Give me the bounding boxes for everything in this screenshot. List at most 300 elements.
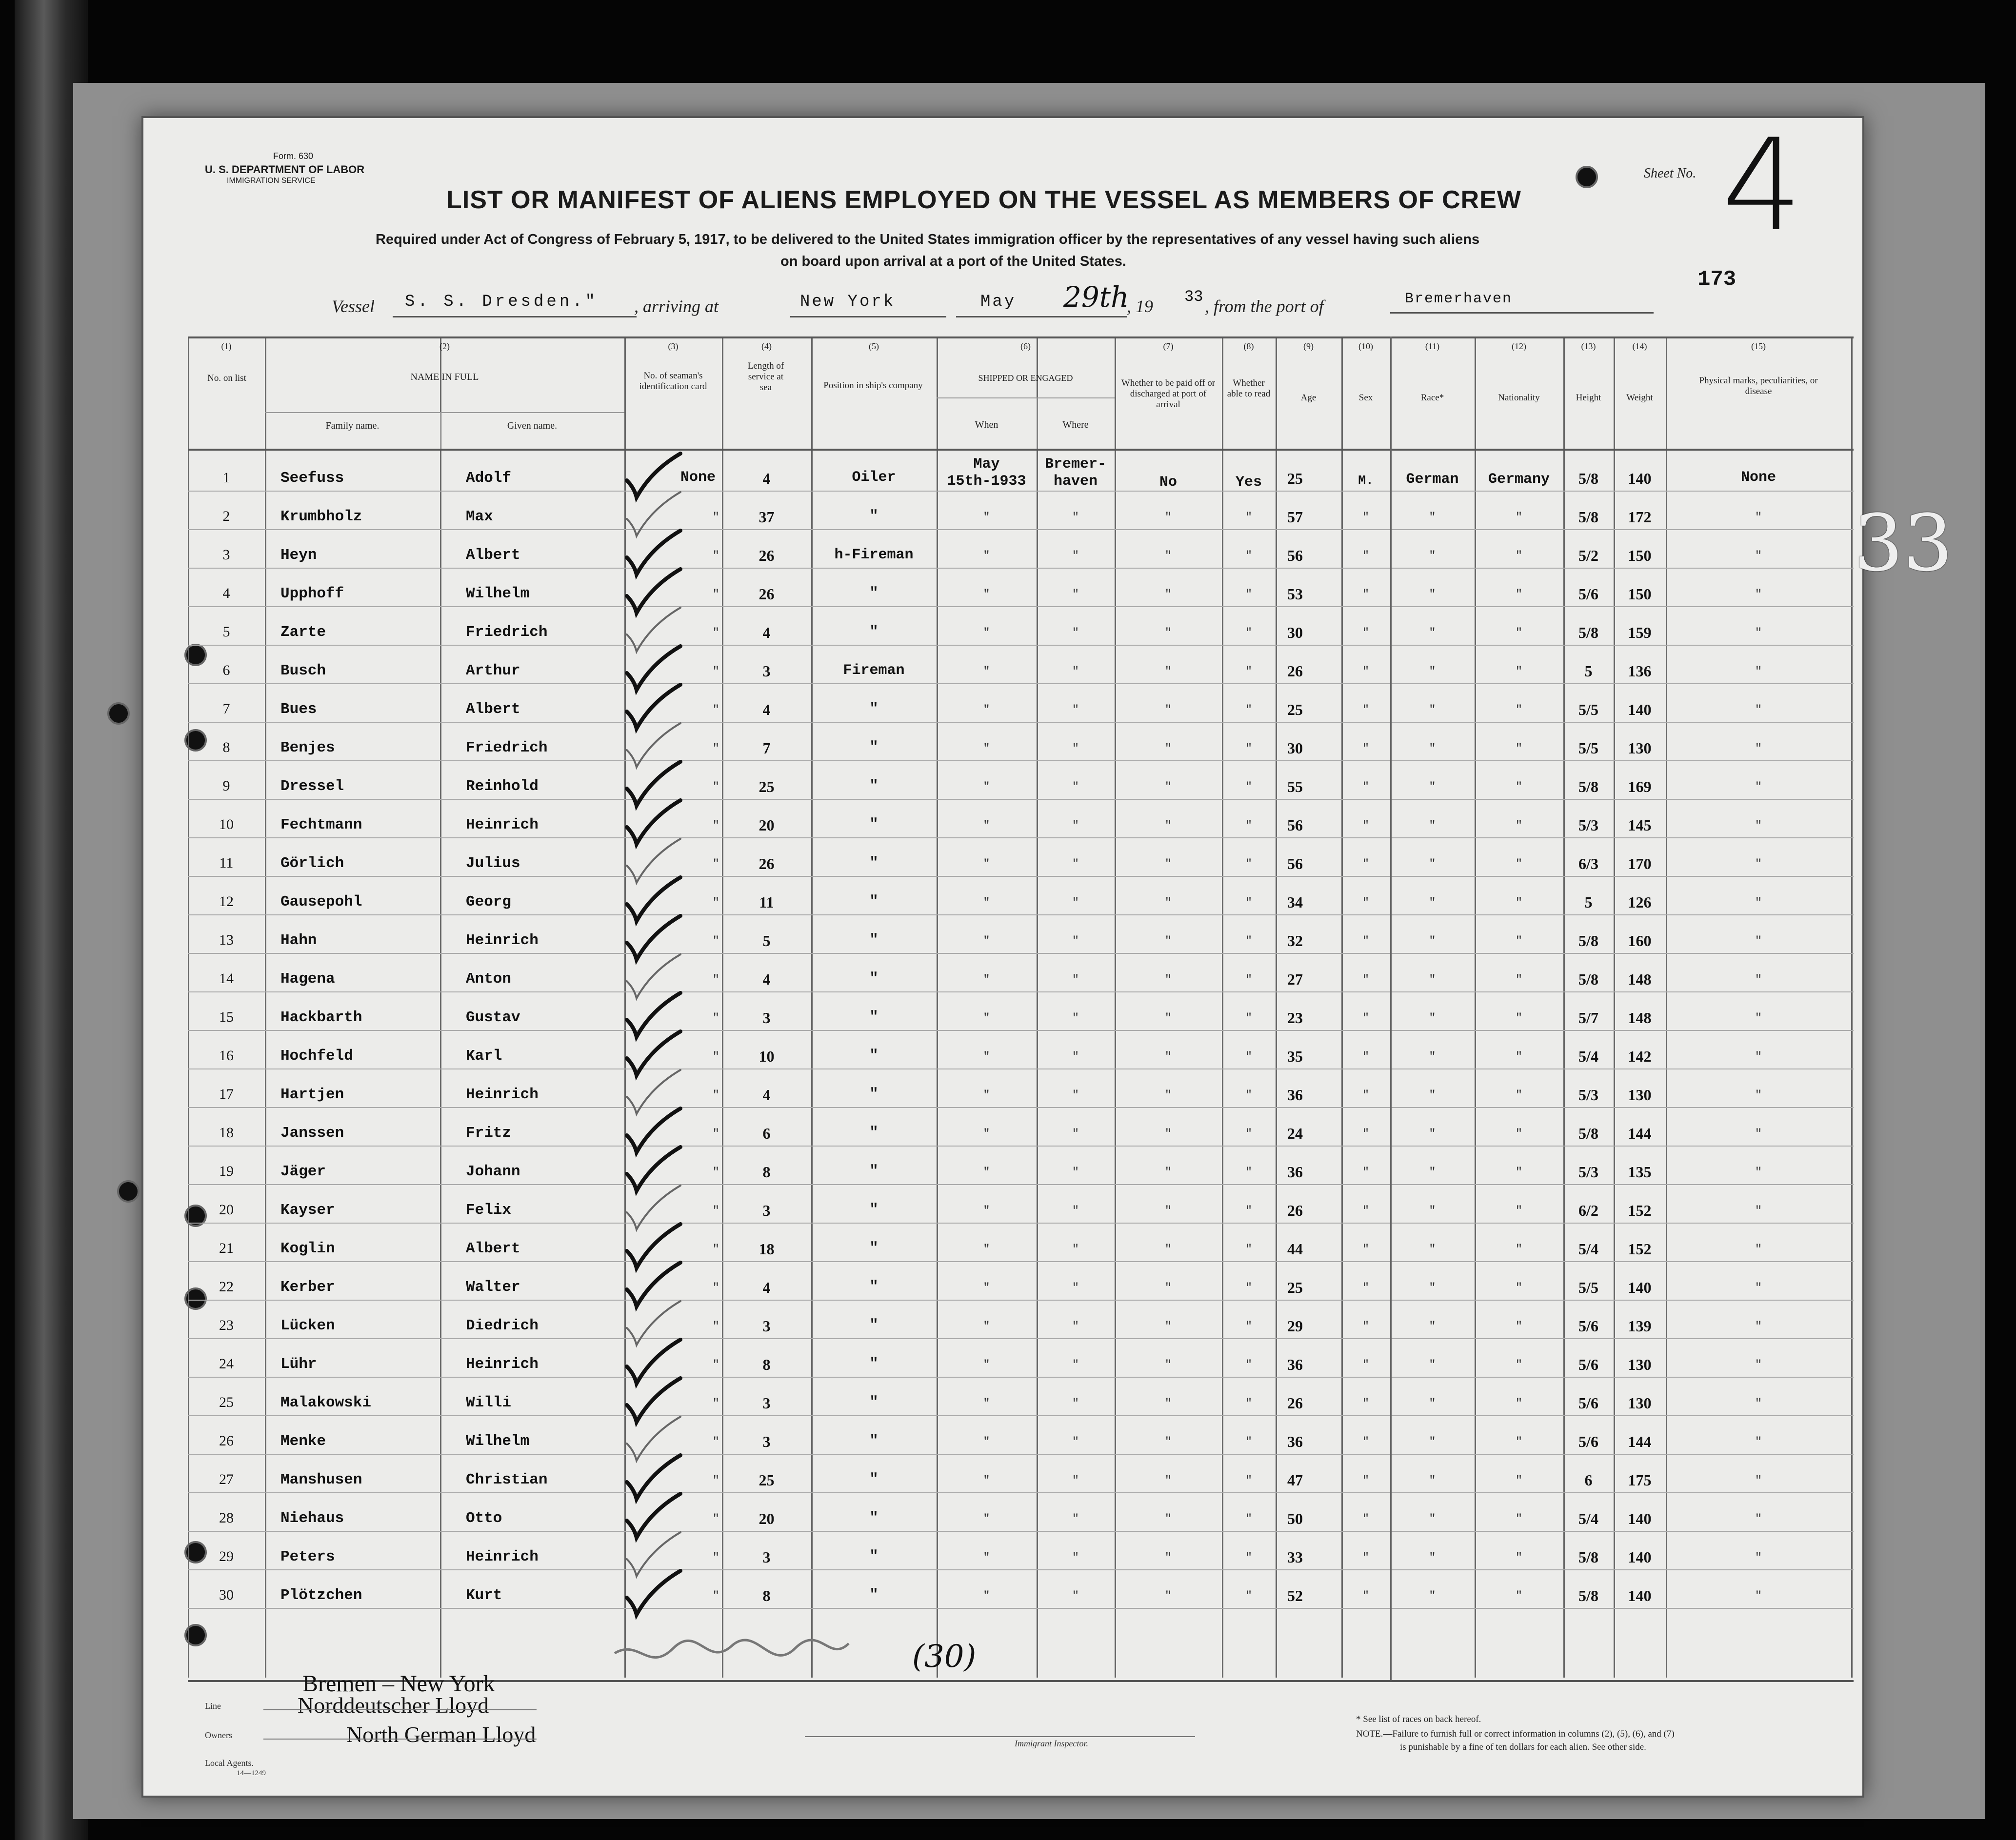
col-num-10: (10): [1358, 341, 1373, 351]
family-name: Jäger: [280, 1163, 326, 1180]
paid-ditto: ": [1164, 1205, 1172, 1218]
when-ditto: ": [983, 973, 990, 987]
id-card-ditto: ": [712, 1397, 719, 1410]
when-ditto: ": [983, 1551, 990, 1564]
height: 5/4: [1578, 1240, 1598, 1258]
position: ": [869, 1163, 878, 1180]
paid-ditto: ": [1164, 665, 1172, 678]
race-ditto: ": [1429, 1282, 1436, 1295]
given-name: Arthur: [466, 662, 520, 679]
read-ditto: ": [1245, 1590, 1253, 1603]
nationality-ditto: ": [1515, 896, 1523, 910]
row-number: 16: [219, 1048, 234, 1064]
given-name: Albert: [466, 1240, 520, 1257]
race-ditto: ": [1429, 1397, 1436, 1410]
sex-ditto: ": [1362, 1436, 1370, 1449]
height: 5/7: [1578, 1009, 1598, 1027]
row-number: 11: [219, 855, 234, 871]
weight: 140: [1628, 701, 1652, 718]
position: ": [869, 508, 878, 525]
where-ditto: ": [1072, 1359, 1079, 1372]
shipped-when-1: May: [973, 456, 1000, 473]
col-header-read: Whether able to read: [1227, 378, 1271, 399]
read-ditto: ": [1245, 1282, 1253, 1295]
height: 5/8: [1578, 1548, 1598, 1566]
nationality-ditto: ": [1515, 1474, 1523, 1487]
id-card-ditto: ": [712, 1012, 719, 1025]
given-name: Gustav: [466, 1009, 520, 1026]
col-header-when: When: [975, 419, 998, 430]
read-ditto: ": [1245, 781, 1253, 794]
where-ditto: ": [1072, 1436, 1079, 1449]
weight: 140: [1628, 470, 1652, 487]
weight: 140: [1628, 1510, 1652, 1527]
race-ditto: ": [1429, 1050, 1436, 1064]
paid-off-first: No: [1159, 474, 1177, 491]
col-num-7: (7): [1163, 341, 1174, 351]
sex-first: M.: [1358, 473, 1374, 488]
marks-ditto: ": [1755, 935, 1762, 948]
height: 5/2: [1578, 547, 1598, 564]
row-number: 8: [222, 739, 230, 755]
marks-ditto: ": [1755, 1359, 1762, 1372]
age: 36: [1287, 1086, 1303, 1104]
race-ditto: ": [1429, 1012, 1436, 1025]
position: ": [869, 585, 878, 602]
service-years: 3: [762, 1394, 771, 1412]
when-ditto: ": [983, 1282, 990, 1295]
col-num-3: (3): [668, 341, 679, 351]
col-num-12: (12): [1512, 341, 1526, 351]
row-number: 30: [219, 1587, 234, 1603]
weight: 144: [1628, 1125, 1652, 1142]
read-ditto: ": [1245, 704, 1253, 717]
age: 26: [1287, 1394, 1303, 1412]
age: 25: [1287, 701, 1303, 718]
given-name: Karl: [466, 1048, 502, 1065]
when-ditto: ": [983, 665, 990, 678]
position: Fireman: [843, 662, 905, 679]
height: 5/3: [1578, 1086, 1598, 1104]
family-name: Busch: [280, 662, 326, 679]
paid-ditto: ": [1164, 781, 1172, 794]
given-name: Friedrich: [466, 739, 548, 756]
row-number: 14: [219, 970, 234, 987]
height: 5/3: [1578, 1163, 1598, 1181]
col-header-shipped: SHIPPED OR ENGAGED: [978, 373, 1073, 383]
nationality-ditto: ": [1515, 1551, 1523, 1564]
paid-ditto: ": [1164, 1474, 1172, 1487]
given-name: Albert: [466, 547, 520, 564]
height: 5/5: [1578, 1279, 1598, 1296]
weight: 175: [1628, 1471, 1652, 1489]
row-number: 7: [222, 701, 230, 717]
col-header-where: Where: [1062, 419, 1089, 430]
nationality-ditto: ": [1515, 1436, 1523, 1449]
family-name: Heyn: [280, 547, 317, 564]
col-header-sex: Sex: [1358, 393, 1373, 403]
when-ditto: ": [983, 742, 990, 755]
marks-ditto: ": [1755, 781, 1762, 794]
service-years: 4: [762, 1279, 771, 1296]
family-name: Benjes: [280, 739, 335, 756]
age: 50: [1287, 1510, 1303, 1527]
footnote-races: * See list of races on back hereof.: [1356, 1714, 1481, 1724]
where-ditto: ": [1072, 511, 1079, 524]
nationality-ditto: ": [1515, 973, 1523, 987]
position: ": [869, 1510, 878, 1526]
family-name: Kerber: [280, 1279, 335, 1296]
marks-ditto: ": [1755, 1436, 1762, 1449]
race-ditto: ": [1429, 1513, 1436, 1526]
race-ditto: ": [1429, 858, 1436, 871]
row-number: 21: [219, 1240, 234, 1256]
marks-ditto: ": [1755, 858, 1762, 871]
when-ditto: ": [983, 1128, 990, 1141]
nationality-ditto: ": [1515, 1050, 1523, 1064]
weight: 140: [1628, 1548, 1652, 1566]
row-number: 29: [219, 1548, 234, 1564]
family-name: Lühr: [280, 1356, 317, 1373]
weight: 139: [1628, 1317, 1652, 1335]
service-years: 26: [758, 855, 775, 872]
age: 57: [1287, 508, 1303, 526]
where-ditto: ": [1072, 665, 1079, 678]
height: 5/4: [1578, 1048, 1598, 1065]
when-ditto: ": [983, 588, 990, 601]
id-card-ditto: ": [712, 858, 719, 871]
service-years: 5: [762, 932, 771, 950]
row-number: 10: [219, 816, 234, 832]
race-ditto: ": [1429, 1436, 1436, 1449]
family-name: Niehaus: [280, 1510, 344, 1527]
given-name: Otto: [466, 1510, 502, 1527]
age: 36: [1287, 1356, 1303, 1373]
weight: 142: [1628, 1048, 1652, 1065]
given-name: Heinrich: [466, 1086, 539, 1103]
position: ": [869, 1240, 878, 1257]
id-card-ditto: ": [712, 1128, 719, 1141]
nationality-ditto: ": [1515, 1243, 1523, 1256]
read-ditto: ": [1245, 819, 1253, 832]
service-years: 37: [758, 508, 775, 526]
binder-hole: [107, 702, 130, 725]
inspector-scribble: [610, 1634, 854, 1682]
where-ditto: ": [1072, 858, 1079, 871]
position: ": [869, 1125, 878, 1141]
route-stamp: Bremen – New York: [302, 1671, 495, 1697]
agents-label: Local Agents.: [205, 1758, 254, 1768]
nationality-ditto: ": [1515, 1282, 1523, 1295]
position: ": [869, 778, 878, 794]
where-ditto: ": [1072, 973, 1079, 987]
family-name: Lücken: [280, 1317, 335, 1334]
paid-ditto: ": [1164, 1436, 1172, 1449]
given-name: Felix: [466, 1202, 512, 1219]
position: ": [869, 701, 878, 717]
marks-ditto: ": [1755, 896, 1762, 910]
checkmark-icon: [622, 1568, 685, 1622]
age: 24: [1287, 1125, 1303, 1142]
shipped-where-1: Bremer-: [1044, 456, 1107, 473]
nationality-ditto: ": [1515, 1359, 1523, 1372]
race-ditto: ": [1429, 704, 1436, 717]
footnote-penalty-2: is punishable by a fine of ten dollars for each alien. See other side.: [1400, 1742, 1646, 1752]
nationality-ditto: ": [1515, 1590, 1523, 1603]
col-header-race: Race*: [1420, 393, 1444, 403]
page-subtitle-line2: on board upon arrival at a port of the United States.: [780, 254, 1126, 269]
position: ": [869, 855, 878, 871]
marks-ditto: ": [1755, 1320, 1762, 1333]
where-ditto: ": [1072, 896, 1079, 910]
row-number: 4: [222, 585, 230, 601]
form-number: Form. 630: [273, 151, 314, 161]
col-header-paid: Whether to be paid off or discharged at port of arrival: [1121, 378, 1216, 410]
binder-hole: [117, 1180, 140, 1203]
when-ditto: ": [983, 1474, 990, 1487]
marks-ditto: ": [1755, 1243, 1762, 1256]
marks-ditto: ": [1755, 742, 1762, 755]
age: 55: [1287, 778, 1303, 795]
where-ditto: ": [1072, 1205, 1079, 1218]
given-name: Wilhelm: [466, 1433, 530, 1450]
given-name: Fritz: [466, 1125, 512, 1142]
given-name: Kurt: [466, 1587, 502, 1604]
read-ditto: ": [1245, 1474, 1253, 1487]
sex-ditto: ": [1362, 1166, 1370, 1179]
page-title: LIST OR MANIFEST OF ALIENS EMPLOYED ON THE VESSEL AS MEMBERS OF CREW: [446, 186, 1521, 214]
family-name: Hartjen: [280, 1086, 344, 1103]
race-ditto: ": [1429, 511, 1436, 524]
when-ditto: ": [983, 1320, 990, 1333]
weight: 148: [1628, 970, 1652, 988]
marks-ditto: ": [1755, 973, 1762, 987]
family-name: Plötzchen: [280, 1587, 362, 1604]
service-years: 26: [758, 585, 775, 603]
shipped-when-2: 15th-1933: [947, 473, 1026, 490]
race-ditto: ": [1429, 1590, 1436, 1603]
sex-ditto: ": [1362, 665, 1370, 678]
position: ": [869, 1317, 878, 1334]
row-number: 9: [222, 778, 230, 794]
id-card-ditto: ": [712, 665, 719, 678]
height: 6: [1584, 1471, 1593, 1489]
read-ditto: ": [1245, 858, 1253, 871]
age: 52: [1287, 1587, 1303, 1604]
id-card-ditto: ": [712, 704, 719, 717]
arrival-month: May: [980, 293, 1017, 311]
paid-ditto: ": [1164, 819, 1172, 832]
race-ditto: ": [1429, 1243, 1436, 1256]
weight: 160: [1628, 932, 1652, 950]
position: ": [869, 1279, 878, 1295]
weight: 140: [1628, 1587, 1652, 1604]
service-years: 6: [762, 1125, 771, 1142]
where-ditto: ": [1072, 1050, 1079, 1064]
where-ditto: ": [1072, 1012, 1079, 1025]
read-first: Yes: [1235, 474, 1262, 491]
paid-ditto: ": [1164, 704, 1172, 717]
sheet-label: Sheet No.: [1644, 166, 1697, 181]
nationality-ditto: ": [1515, 1012, 1523, 1025]
race-ditto: ": [1429, 819, 1436, 832]
paid-ditto: ": [1164, 742, 1172, 755]
id-card-ditto: ": [712, 742, 719, 755]
sex-ditto: ": [1362, 742, 1370, 755]
weight: 172: [1628, 508, 1652, 526]
where-ditto: ": [1072, 1397, 1079, 1410]
family-name: Upphoff: [280, 585, 344, 602]
given-name: Christian: [466, 1471, 548, 1488]
when-ditto: ": [983, 1089, 990, 1102]
service-years: 8: [762, 1163, 771, 1181]
vessel-name: S. S. Dresden.": [405, 293, 599, 311]
given-name: Heinrich: [466, 932, 539, 949]
paid-ditto: ": [1164, 511, 1172, 524]
when-ditto: ": [983, 1513, 990, 1526]
paid-ditto: ": [1164, 1397, 1172, 1410]
where-ditto: ": [1072, 742, 1079, 755]
height: 6/3: [1578, 855, 1598, 872]
sex-ditto: ": [1362, 1474, 1370, 1487]
sex-ditto: ": [1362, 1050, 1370, 1064]
owners-value: North German Lloyd: [346, 1722, 536, 1747]
race-ditto: ": [1429, 781, 1436, 794]
weight: 150: [1628, 547, 1652, 564]
nationality-ditto: ": [1515, 627, 1523, 640]
marks-ditto: ": [1755, 704, 1762, 717]
paid-ditto: ": [1164, 1050, 1172, 1064]
marks-ditto: ": [1755, 1089, 1762, 1102]
age: 29: [1287, 1317, 1303, 1335]
margin-note: 33: [1854, 497, 1953, 589]
when-ditto: ": [983, 819, 990, 832]
age: 25: [1287, 470, 1303, 487]
family-name: Dressel: [280, 778, 344, 795]
nationality-ditto: ": [1515, 858, 1523, 871]
col-num-14: (14): [1632, 341, 1647, 351]
where-ditto: ": [1072, 819, 1079, 832]
service-name: IMMIGRATION SERVICE: [227, 177, 316, 185]
family-name: Janssen: [280, 1125, 344, 1142]
family-name: Bues: [280, 701, 317, 718]
where-ditto: ": [1072, 1474, 1079, 1487]
row-number: 12: [219, 893, 234, 910]
height: 5/8: [1578, 778, 1598, 795]
marks-ditto: ": [1755, 819, 1762, 832]
read-ditto: ": [1245, 896, 1253, 910]
sex-ditto: ": [1362, 627, 1370, 640]
marks-ditto: ": [1755, 627, 1762, 640]
age: 47: [1287, 1471, 1303, 1489]
read-ditto: ": [1245, 1166, 1253, 1179]
service-years: 10: [758, 1048, 775, 1065]
row-number: 5: [222, 624, 230, 640]
nationality-ditto: ": [1515, 1128, 1523, 1141]
col-header-height: Height: [1576, 393, 1601, 403]
id-card-ditto: ": [712, 1205, 719, 1218]
when-ditto: ": [983, 1050, 990, 1064]
year-suffix: 33: [1184, 288, 1203, 306]
row-number: 18: [219, 1125, 234, 1141]
service-years: 20: [758, 816, 775, 834]
footnote-penalty-1: NOTE.—Failure to furnish full or correct information in columns (2), (5), (6), and (7): [1356, 1729, 1675, 1739]
row-number: 26: [219, 1433, 234, 1449]
id-card-ditto: ": [712, 1243, 719, 1256]
service-years: 25: [758, 778, 775, 795]
race-ditto: ": [1429, 1205, 1436, 1218]
given-name: Diedrich: [466, 1317, 539, 1334]
race-ditto: ": [1429, 1128, 1436, 1141]
paid-ditto: ": [1164, 1513, 1172, 1526]
row-number: 20: [219, 1202, 234, 1218]
marks-ditto: ": [1755, 1513, 1762, 1526]
age: 34: [1287, 893, 1303, 911]
given-name: Willi: [466, 1394, 512, 1411]
marks-ditto: ": [1755, 1128, 1762, 1141]
row-number: 25: [219, 1394, 234, 1410]
line-value: Norddeutscher Lloyd: [298, 1693, 489, 1718]
where-ditto: ": [1072, 550, 1079, 563]
page-stamp: 173: [1697, 267, 1737, 292]
family-name: Hackbarth: [280, 1009, 362, 1026]
nationality-ditto: ": [1515, 1320, 1523, 1333]
id-card-ditto: ": [712, 819, 719, 832]
family-name: Hahn: [280, 932, 317, 949]
family-name: Hochfeld: [280, 1048, 353, 1065]
row-number: 19: [219, 1163, 234, 1179]
when-ditto: ": [983, 1436, 990, 1449]
race-ditto: ": [1429, 1359, 1436, 1372]
where-ditto: ": [1072, 781, 1079, 794]
read-ditto: ": [1245, 935, 1253, 948]
marks-ditto: ": [1755, 1166, 1762, 1179]
sex-ditto: ": [1362, 973, 1370, 987]
when-ditto: ": [983, 1012, 990, 1025]
marks-ditto: ": [1755, 511, 1762, 524]
paid-ditto: ": [1164, 1128, 1172, 1141]
position: ": [869, 1433, 878, 1449]
given-name: Friedrich: [466, 624, 548, 641]
race-ditto: ": [1429, 1474, 1436, 1487]
when-ditto: ": [983, 704, 990, 717]
row-number: 22: [219, 1279, 234, 1295]
id-card-ditto: ": [712, 627, 719, 640]
service-years: 26: [758, 547, 775, 564]
height: 5: [1584, 893, 1593, 911]
read-ditto: ": [1245, 627, 1253, 640]
age: 35: [1287, 1048, 1303, 1065]
where-ditto: ": [1072, 1282, 1079, 1295]
weight: 150: [1628, 585, 1652, 603]
arrival-day: 29th: [1063, 280, 1129, 314]
service-years: 25: [758, 1471, 775, 1489]
marks-ditto: ": [1755, 550, 1762, 563]
col-num-1: (1): [221, 341, 232, 351]
paid-ditto: ": [1164, 1282, 1172, 1295]
col-num-13: (13): [1581, 341, 1596, 351]
service-years: 4: [762, 1086, 771, 1104]
race-ditto: ": [1429, 1551, 1436, 1564]
sex-ditto: ": [1362, 1128, 1370, 1141]
col-header-weight: Weight: [1626, 393, 1653, 403]
from-label: , from the port of: [1205, 297, 1324, 316]
marks-ditto: ": [1755, 588, 1762, 601]
weight: 140: [1628, 1279, 1652, 1296]
paid-ditto: ": [1164, 588, 1172, 601]
race-ditto: ": [1429, 973, 1436, 987]
where-ditto: ": [1072, 1166, 1079, 1179]
